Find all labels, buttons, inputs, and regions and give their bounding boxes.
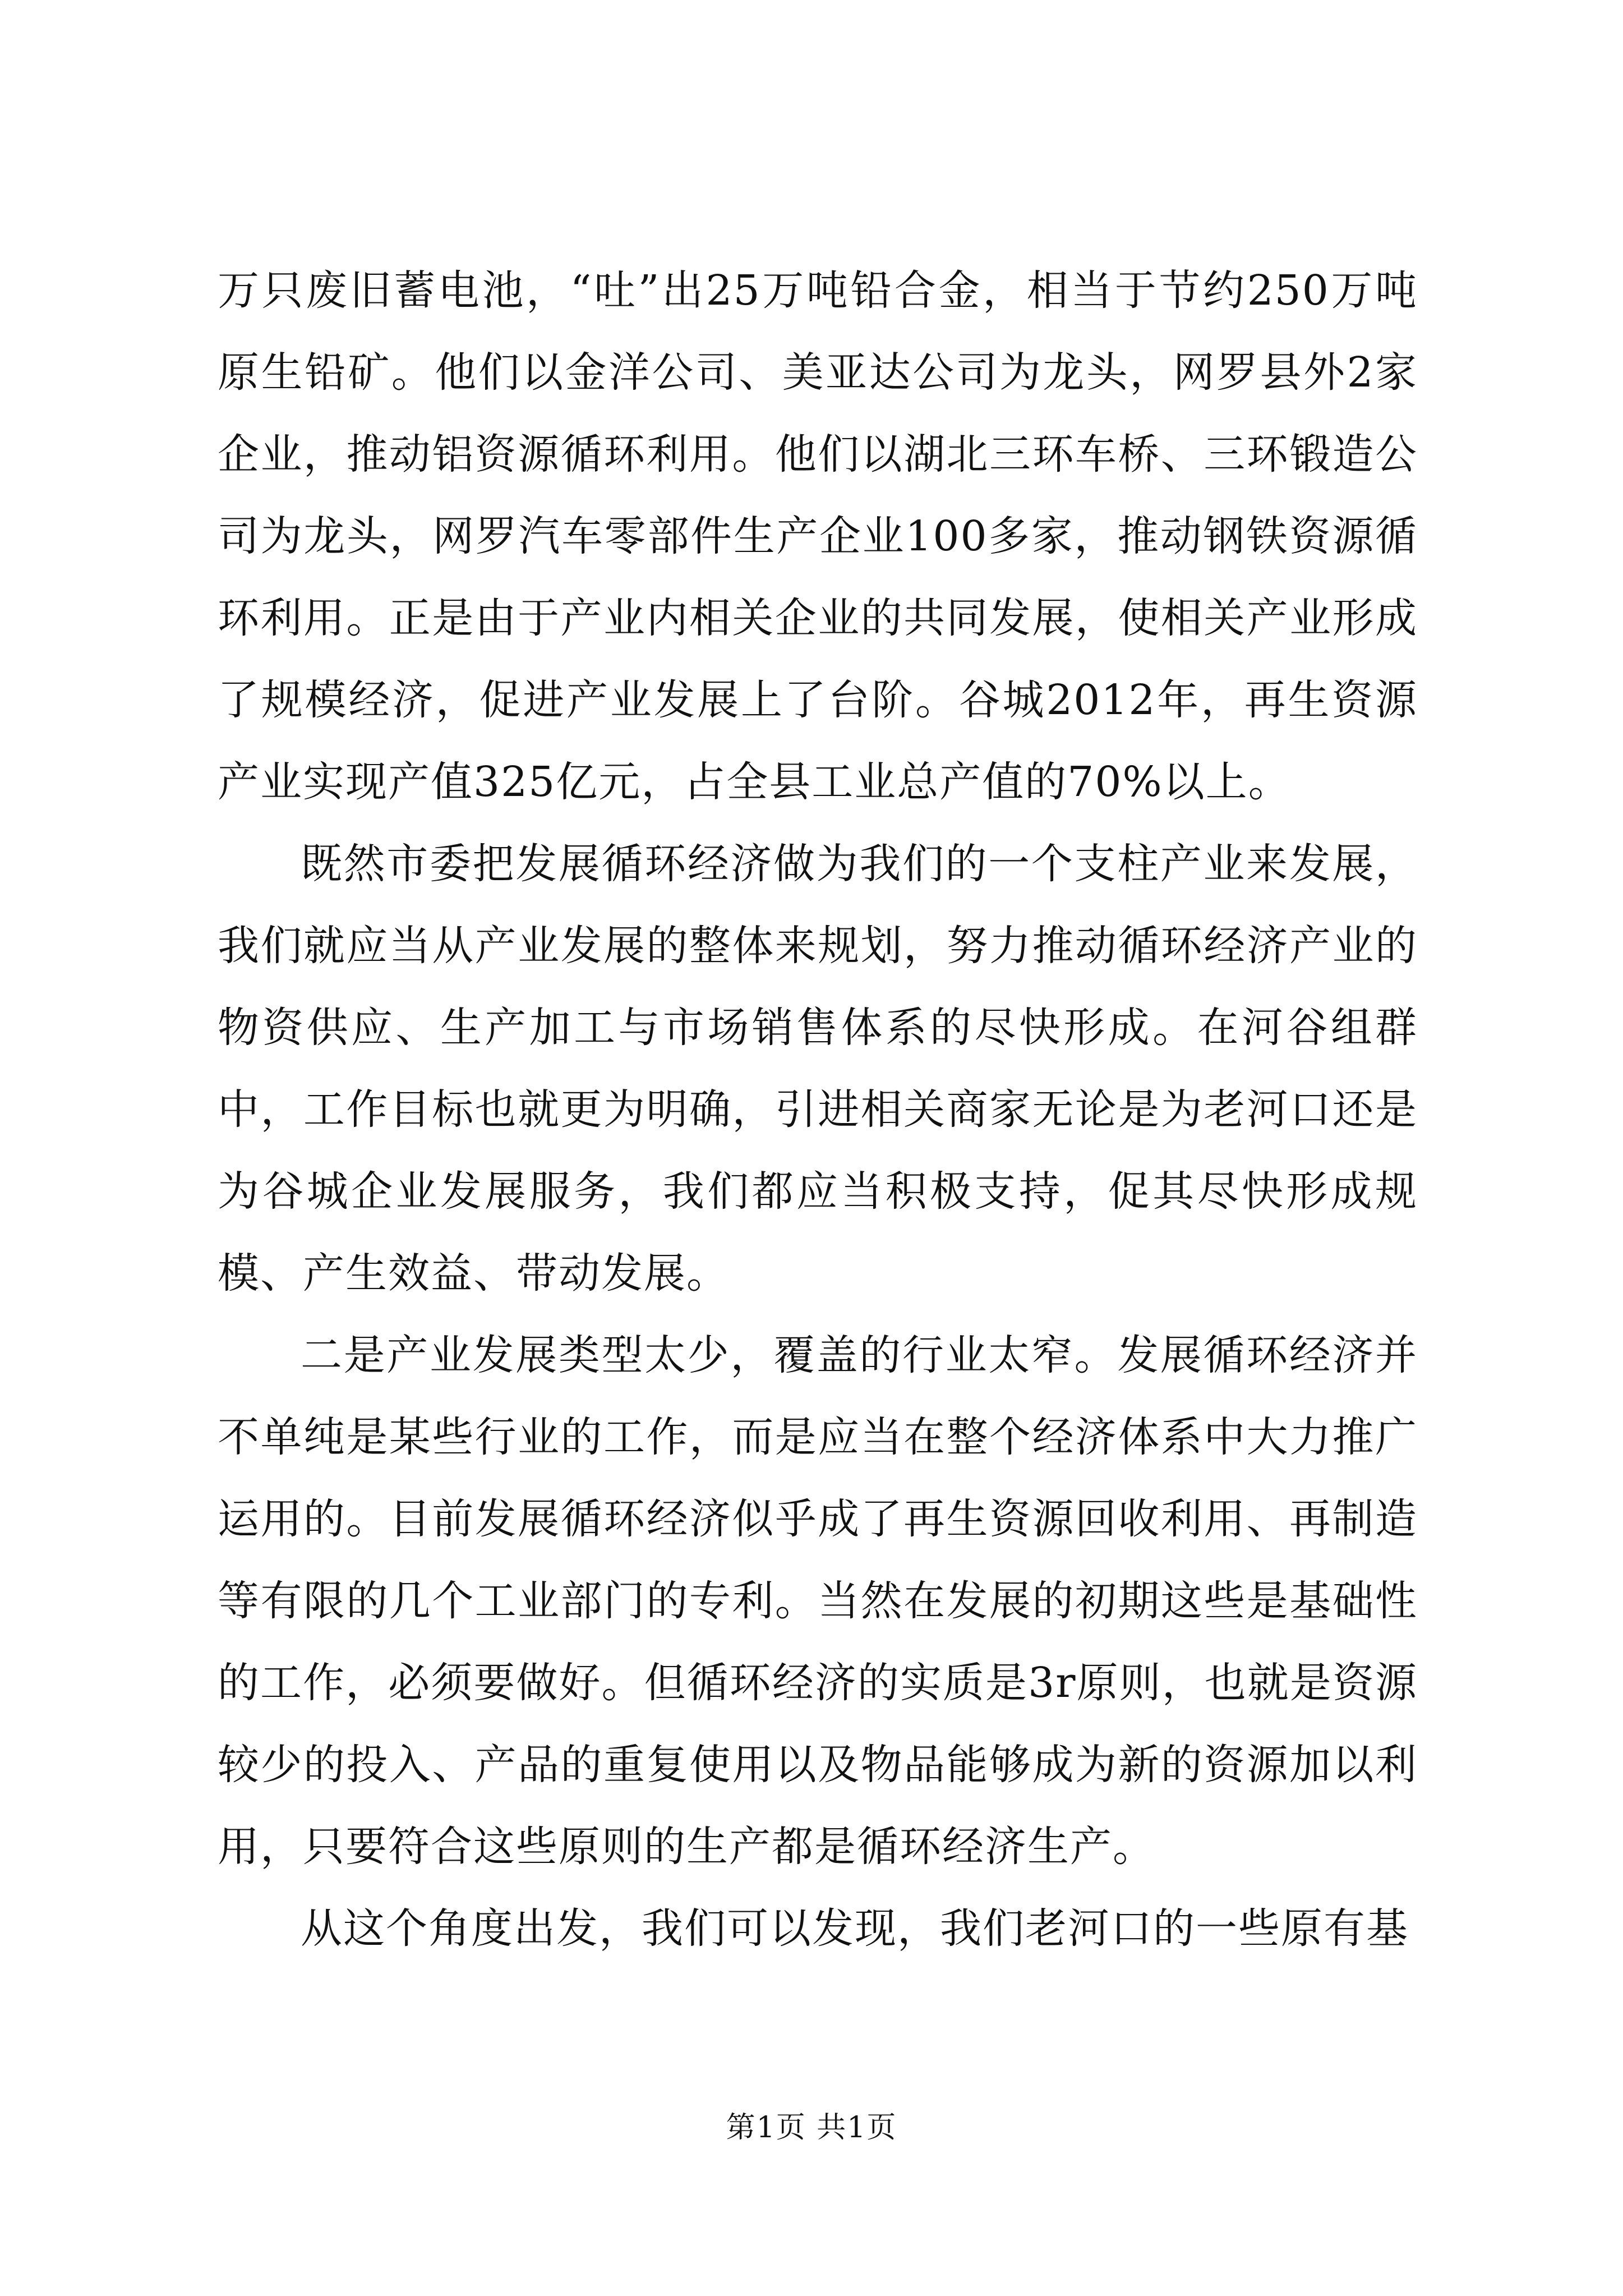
paragraph-4: 从这个角度出发，我们可以发现，我们老河口的一些原有基: [301, 1904, 1409, 1953]
page-footer: [0, 2108, 1623, 2147]
page-number-label: 第1页 共1页: [726, 2111, 897, 2145]
paragraph-1: 万只废旧蓄电池，“吐”出25万吨铅合金，相当于节约250万吨原生铅矿。他们以金洋公司、美亚达公司为龙头，网罗县外2家企业，推动铝资源循环利用。他们以湖北三环车桥、三环锻造公司为龙头，网罗汽车零部件生产企业100多家，推动钢铁资源循环利用。正是由于产业内相关企业的共同发展，使相关产业形成了规模经济，促进产业发展上了台阶。谷城2012年，再生资源产业实现产值325亿元，占全县工业总产值的70%以上。: [218, 266, 1418, 806]
paragraph-2: 既然市委把发展循环经济做为我们的一个支柱产业来发展，我们就应当从产业发展的整体来规划，努力推动循环经济产业的物资供应、生产加工与市场销售体系的尽快形成。在河谷组群中，工作目标也就更为明确，引进相关商家无论是为老河口还是为谷城企业发展服务，我们都应当积极支持，促其尽快形成规模、产生效益、带动发展。: [218, 840, 1418, 1297]
paragraph-3: 二是产业发展类型太少，覆盖的行业太窄。发展循环经济并不单纯是某些行业的工作，而是应当在整个经济体系中大力推广运用的。目前发展循环经济似乎成了再生资源回收利用、再制造等有限的几个工业部门的专利。当然在发展的初期这些是基础性的工作，必须要做好。但循环经济的实质是3r原则，也就是资源较少的投入、产品的重复使用以及物品能够成为新的资源加以利用，只要符合这些原则的生产都是循环经济生产。: [218, 1331, 1418, 1871]
document-body: [218, 250, 1418, 1970]
